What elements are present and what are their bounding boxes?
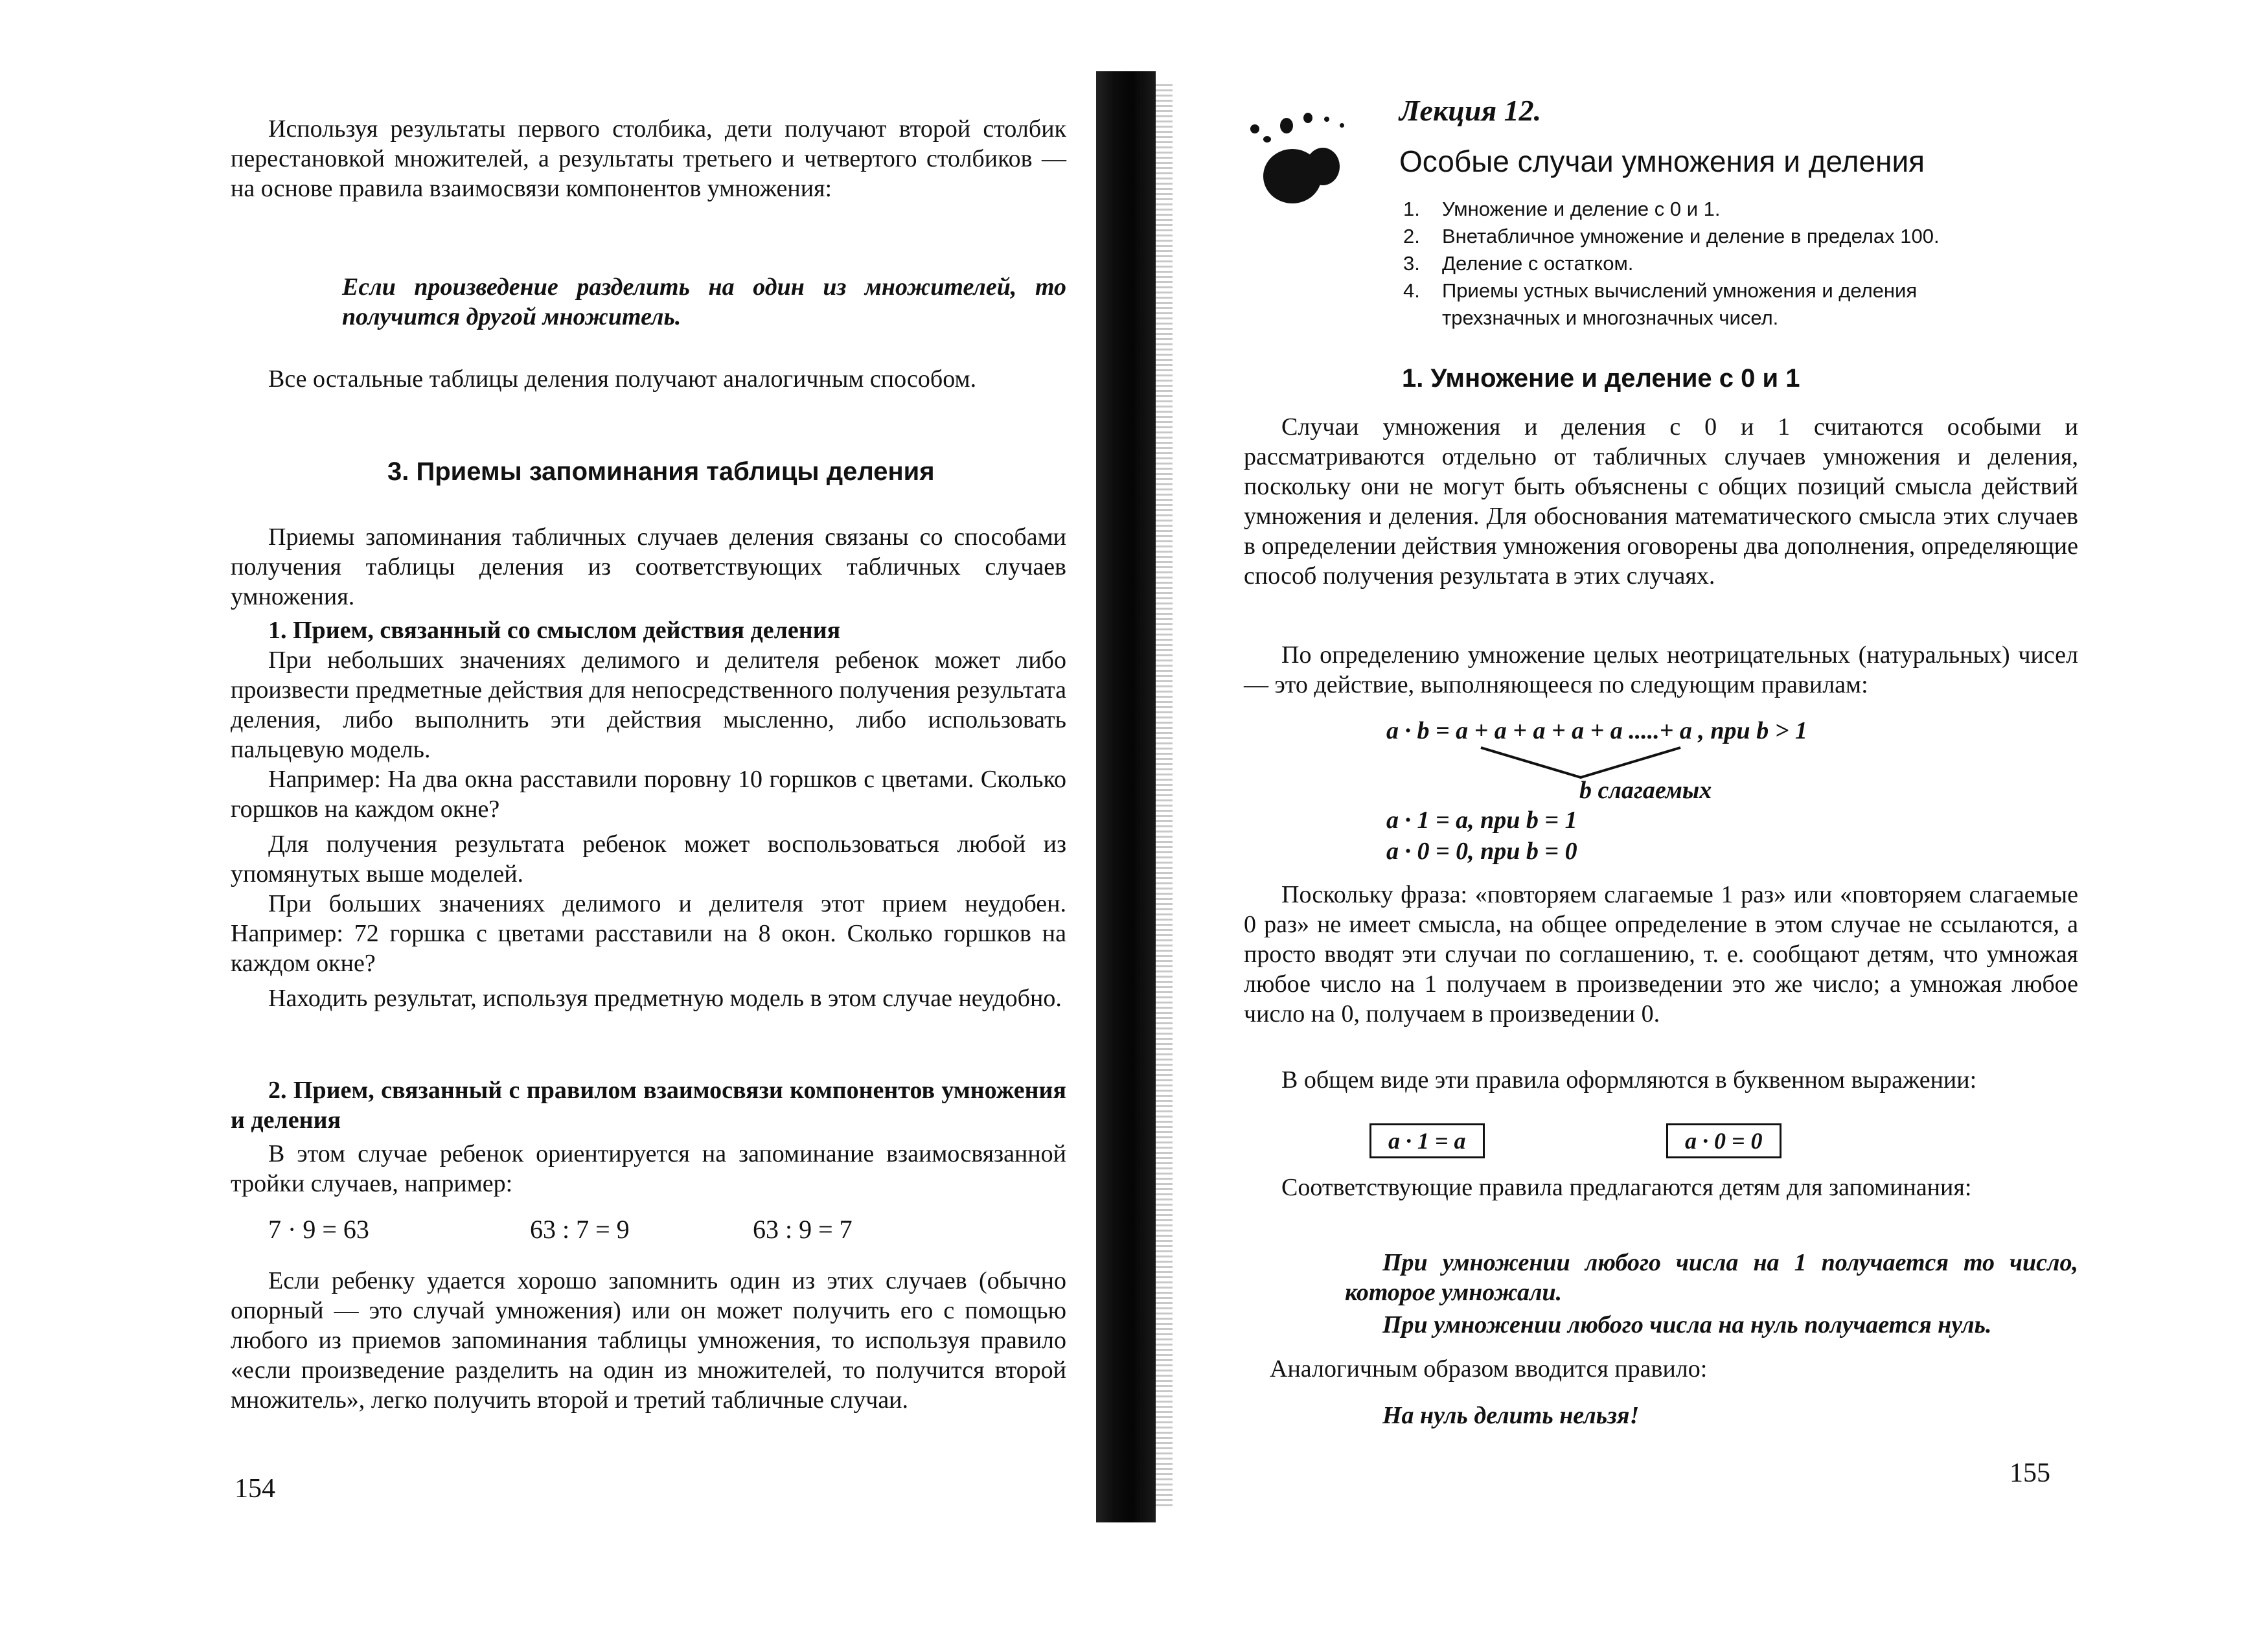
section-1-paragraph-5: Соответствующие правила предлагаются детям для запоминания: (1281, 1174, 1972, 1201)
rule-statement: Если произведение разделить на один из множителей, то получится другой множитель. (342, 273, 1066, 330)
equation-multiplication: 7 · 9 = 63 (268, 1215, 369, 1244)
rule-box-one: a · 1 = a (1369, 1123, 1485, 1158)
section-1-paragraph-1: Случаи умножения и деления с 0 и 1 считаются особыми и рассматриваются отдельно от табличных случаев умножения и деления, поскольку они не могут быть объяснены с общих позиций смысла действий умножения и деления. Для обоснования математического смысла этих случаев в определении действия умножения оговорены два дополнения, определяющие способ получения результата в этих случаях. (1244, 413, 2078, 590)
book-spine (1096, 71, 1156, 1522)
page-number-right: 155 (2010, 1458, 2050, 1488)
method-1-paragraph-3: Для получения результата ребенок может воспользоваться любой из упомянутых выше моделей. (231, 831, 1066, 888)
rule-divide-zero: На нуль делить нельзя! (1382, 1402, 1640, 1429)
rule-multiply-one: При умножении любого числа на 1 получается то число, которое умножали. (1345, 1249, 2078, 1306)
toc-item (1403, 196, 1947, 223)
method-2-heading: 2. Прием, связанный с правилом взаимосвязи компонентов умножения и деления (231, 1077, 1066, 1134)
lecture-label: Лекция 12. (1399, 94, 1542, 127)
section-3-heading: 3. Приемы запоминания таблицы деления (387, 457, 935, 486)
formula-zero: a · 0 = 0, при b = 0 (1386, 838, 1577, 865)
section-1-paragraph-6: Аналогичным образом вводится правило: (1270, 1355, 1708, 1382)
section-3-intro: Приемы запоминания табличных случаев деления связаны со способами получения таблицы деления из соответствующих табличных случаев умножения. (231, 523, 1066, 610)
toc-text: Внетабличное умножение и деление в пределах 100. (1442, 225, 1940, 247)
toc-number: 2. (1403, 225, 1420, 247)
method-1-paragraph-5: Находить результат, используя предметную модель в этом случае неудобно. (268, 985, 1062, 1012)
toc-item (1403, 223, 1947, 250)
method-1-example: Например: На два окна расставили поровну 10 горшков с цветами. Сколько горшков на каждом окне? (231, 766, 1066, 823)
intro-paragraph: Используя результаты первого столбика, дети получают второй столбик перестановкой множителей, а результаты третьего и четвертого столбиков — на основе правила взаимосвязи компонентов умножения: (231, 115, 1066, 202)
method-2-paragraph-1: В этом случае ребенок ориентируется на запоминание взаимосвязанной тройки случаев, например: (231, 1140, 1066, 1197)
toc-text: Деление с остатком. (1442, 252, 1634, 275)
section-1-heading: 1. Умножение и деление с 0 и 1 (1402, 364, 1800, 393)
toc-item (1403, 250, 1947, 277)
rest-paragraph: Все остальные таблицы деления получают аналогичным способом. (268, 365, 977, 393)
method-2-paragraph-2: Если ребенку удается хорошо запомнить один из этих случаев (обычно опорный — это случай умножения) или он может получить его с помощью любого из приемов запоминания таблицы умножения, то используя правило «если произведение разделить на один из множителей, то получится второй множитель», легко получить второй и третий табличные случаи. (231, 1267, 1066, 1414)
section-1-paragraph-3: Поскольку фраза: «повторяем слагаемые 1 раз» или «повторяем слагаемые 0 раз» не имеет смысла, на общее определение в этом случае не ссылаются, а просто вводят эти случаи по соглашению, т. е. сообщают детям, что умножая любое число на 1 получаем в произведении это же число; а умножая любое число на 0, получаем в произведении 0. (1244, 881, 2078, 1027)
toc-number: 4. (1403, 279, 1420, 302)
left-page (0, 0, 1114, 1652)
right-page (1153, 0, 2268, 1652)
formula-brace-label: b слагаемых (1579, 777, 1712, 804)
section-1-paragraph-4: В общем виде эти правила оформляются в буквенном выражении: (1281, 1066, 1977, 1094)
toc-number: 3. (1403, 252, 1420, 275)
formula-main: a · b = a + a + a + a + a .....+ a , при b > 1 (1386, 717, 1807, 744)
toc-item (1403, 277, 1947, 332)
toc-text: Приемы устных вычислений умножения и деления трехзначных и многозначных чисел. (1442, 279, 1918, 329)
lecture-contents (1403, 196, 1947, 332)
method-1-paragraph-4: При больших значениях делимого и делителя этот прием неудобен. Например: 72 горшка с цветами расставили на 8 окон. Сколько горшков на каждом окне? (231, 890, 1066, 977)
method-1-heading: 1. Прием, связанный со смыслом действия деления (268, 617, 841, 644)
section-1-paragraph-2: По определению умножение целых неотрицательных (натуральных) чисел — это действие, выполняющееся по следующим правилам: (1244, 641, 2078, 698)
ink-blot-icon (1244, 110, 1360, 207)
lecture-title: Особые случаи умножения и деления (1399, 144, 1925, 178)
equation-division-2: 63 : 9 = 7 (753, 1215, 853, 1244)
method-1-paragraph-1: При небольших значениях делимого и делителя ребенок может либо произвести предметные действия для непосредственного получения результата деления, либо выполнить эти действия мысленно, либо использовать пальцевую модель. (231, 647, 1066, 763)
page-number-left: 154 (235, 1474, 275, 1504)
toc-text: Умножение и деление с 0 и 1. (1442, 198, 1721, 220)
rule-multiply-zero: При умножении любого числа на нуль получается нуль. (1382, 1311, 1992, 1338)
formula-one: a · 1 = a, при b = 1 (1386, 807, 1577, 834)
toc-number: 1. (1403, 198, 1420, 220)
equation-division-1: 63 : 7 = 9 (530, 1215, 630, 1244)
rule-box-zero: a · 0 = 0 (1666, 1123, 1781, 1158)
